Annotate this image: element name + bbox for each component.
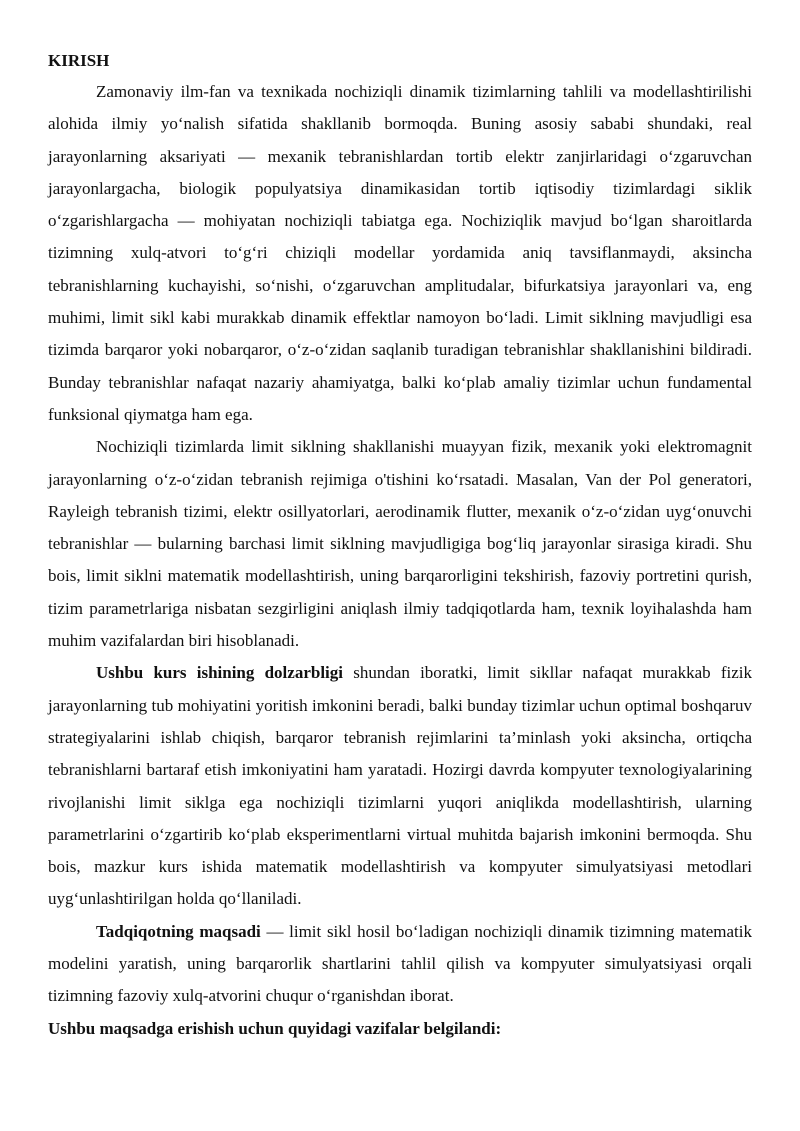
- paragraph-text: — limit sikl hosil bo‘ladigan nochiziqli dinamik tizimning matematik modelini yaratish, uning barqarorlik shartlarini tahlil qilish va kompyuter simulyatsiyasi orqali tizimning fazoviy xulq-atvorini chuqur o‘rganishdan iborat.: [48, 921, 752, 1006]
- tasks-heading: Ushbu maqsadga erishish uchun quyidagi vazifalar belgilandi:: [48, 1018, 502, 1038]
- goal-lead: Tadqiqotning maqsadi: [96, 921, 261, 941]
- document-page: [48, 46, 752, 1045]
- paragraph-relevance: [48, 657, 752, 915]
- paragraph-text: shundan iboratki, limit sikllar nafaqat murakkab fizik jarayonlarning tub mohiyatini yoritish imkonini beradi, balki bunday tizimlar uchun optimal boshqaruv strategiyalarini ishlab chiqish, barqaror tebranish rejimlarini ta’minlash yoki aksincha, ortiqcha tebranishlarni bartaraf etish imkoniyatini ham yaratadi. Hozirgi davrda kompyuter texnologiyalarining rivojlanishi limit siklga ega nochiziqli tizimlarni yuqori aniqlikda modellashtirish, ularning parametrlarini o‘zgartirib ko‘plab eksperimentlarni virtual muhitda bajarish imkonini bermoqda. Shu bois, mazkur kurs ishida matematik modellashtirish va kompyuter simulyatsiyasi metodlari uyg‘unlashtirilgan holda qo‘llaniladi.: [48, 663, 752, 909]
- paragraph-limit-cycle: [48, 431, 752, 657]
- paragraph-text: Zamonaviy ilm-fan va texnikada nochiziqli dinamik tizimlarning tahlili va modellashtirilishi alohida ilmiy yo‘nalish sifatida shakllanib bormoqda. Buning asosiy sababi shundaki, real jarayonlarning aksariyati — mexanik tebranishlardan tortib elektr zanjirlaridagi o‘zgaruvchan jarayonlargacha, biologik populyatsiya dinamikasidan tortib iqtisodiy tizimlardagi siklik o‘zgarishlargacha — mohiyatan nochiziqli tabiatga ega. Nochiziqlik mavjud bo‘lgan sharoitlarda tizimning xulq-atvori to‘g‘ri chiziqli modellar yordamida aniq tavsiflanmaydi, aksincha tebranishlarning kuchayishi, so‘nishi, o‘zgaruvchan amplitudalar, bifurkatsiya jarayonlari va, eng muhimi, limit sikl kabi murakkab dinamik effektlar namoyon bo‘ladi. Limit siklning mavjudligi esa tizimda barqaror yoki nobarqaror, o‘z-o‘zidan saqlanib turadigan tebranishlar shakllanishini bildiradi. Bunday tebranishlar nafaqat nazariy ahamiyatga, balki ko‘plab amaliy tizimlar uchun fundamental funksional qiymatga ham ega.: [48, 82, 752, 424]
- paragraph-goal: [48, 916, 752, 1013]
- paragraph-text: Nochiziqli tizimlarda limit siklning shakllanishi muayyan fizik, mexanik yoki elektromagnit jarayonlarning o‘z-o‘zidan tebranish rejimiga o'tishini ko‘rsatadi. Masalan, Van der Pol generatori, Rayleigh tebranish tizimi, elektr osillyatorlari, aerodinamik flutter, mexanik o‘z-o‘zidan uyg‘onuvchi tebranishlar — bularning barchasi limit siklning mavjudligiga bog‘liq jarayonlar sirasiga kiradi. Shu bois, limit siklni matematik modellashtirish, uning barqarorligini tekshirish, fazoviy portretini qurish, tizim parametrlariga nisbatan sezgirligini aniqlash ilmiy tadqiqotlarda ham, texnik loyihalashda ham muhim vazifalardan biri hisoblanadi.: [48, 437, 752, 651]
- section-title: KIRISH: [48, 51, 110, 70]
- paragraph-intro: [48, 76, 752, 431]
- relevance-lead: Ushbu kurs ishining dolzarbligi: [96, 663, 343, 683]
